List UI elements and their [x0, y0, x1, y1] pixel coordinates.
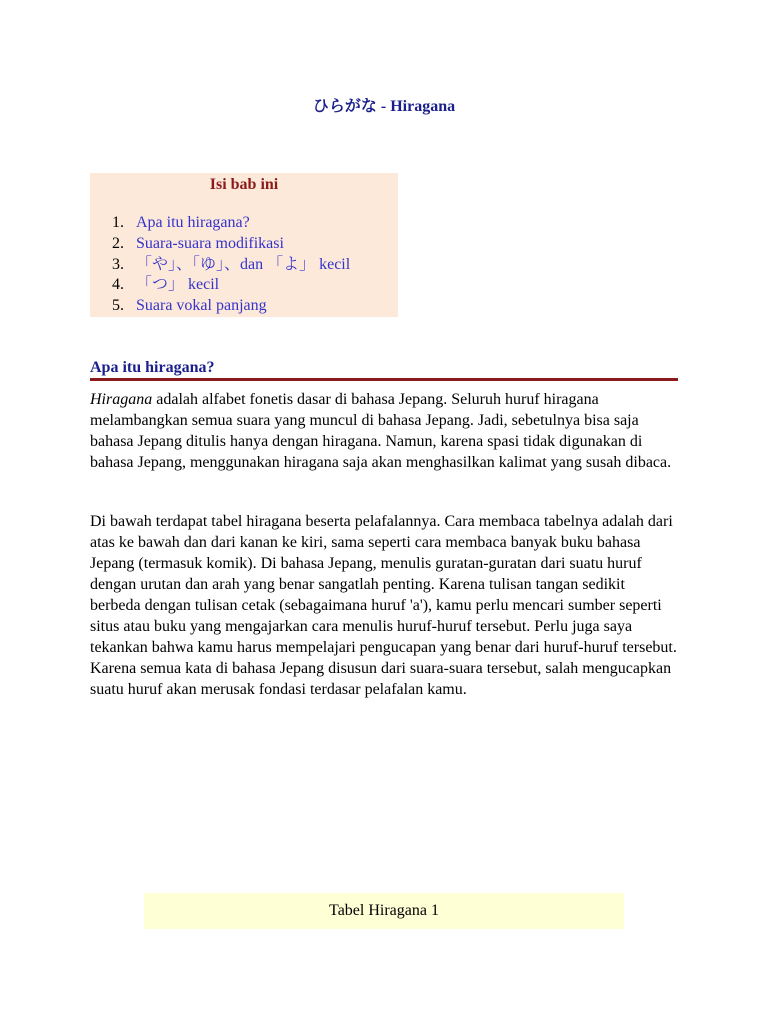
- intro-paragraph: [90, 389, 678, 473]
- hiragana-term: Hiragana: [90, 391, 153, 408]
- toc-link-suara-vokal-panjang[interactable]: Suara vokal panjang: [136, 297, 267, 315]
- toc-list: [90, 213, 350, 317]
- table-of-contents: [90, 173, 398, 317]
- toc-item: [90, 255, 350, 276]
- section-heading: Apa itu hiragana?: [90, 359, 678, 381]
- page-title-separator: -: [376, 98, 391, 115]
- toc-link-ya-yu-yo-kecil[interactable]: 「や」、「ゆ」、dan 「よ」 kecil: [136, 255, 351, 273]
- toc-item-number: 5.: [112, 297, 124, 315]
- toc-item: [90, 296, 350, 317]
- toc-item-number: 2.: [112, 234, 124, 252]
- toc-item-number: 4.: [112, 276, 124, 294]
- toc-link-apa-itu-hiragana[interactable]: Apa itu hiragana?: [136, 214, 250, 231]
- toc-link-tsu-kecil[interactable]: 「つ」 kecil: [136, 276, 220, 294]
- intro-paragraph-text: adalah alfabet fonetis dasar di bahasa Jepang. Seluruh huruf hiragana melambangkan semua suara yang muncul di bahasa Jepang. Jadi, sebetulnya bisa saja bahasa Jepang ditulis hanya dengan hiragana. Namun, karena spasi tidak digunakan di bahasa Jepang, menggunakan hiragana saja akan menghasilkan kalimat yang susah dibaca.: [90, 391, 672, 471]
- table-caption: Tabel Hiragana 1: [144, 893, 624, 929]
- toc-title: Isi bab ini: [209, 176, 279, 193]
- toc-item: [90, 275, 350, 296]
- table-explanation-paragraph: Di bawah terdapat tabel hiragana beserta pelafalannya. Cara membaca tabelnya adalah dari atas ke bawah dan dari kanan ke kiri, sama seperti cara membaca banyak buku bahasa Jepang (termasuk komik). Di bahasa Jepang, menulis guratan-guratan dari suatu huruf dengan urutan dan arah yang benar sangatlah penting. Karena tulisan tangan sedikit berbeda dengan tulisan cetak (sebagaimana huruf 'a'), kamu perlu mencari sumber seperti situs atau buku yang mengajarkan cara menulis huruf-huruf tersebut. Perlu juga saya tekankan bahwa kamu harus mempelajari pengucapan yang benar dari huruf-huruf tersebut. Karena semua kata di bahasa Jepang disusun dari suara-suara tersebut, salah mengucapkan suatu huruf akan merusak fondasi terdasar pelafalan kamu.: [90, 513, 677, 698]
- toc-item: [90, 234, 350, 255]
- toc-link-suara-modifikasi[interactable]: Suara-suara modifikasi: [136, 234, 284, 252]
- page-title-japanese: ひらがな: [312, 98, 377, 115]
- toc-item: [90, 213, 350, 234]
- page-title: [0, 93, 768, 116]
- toc-item-number: 1.: [112, 214, 124, 231]
- page-title-english: Hiragana: [390, 98, 456, 115]
- toc-item-number: 3.: [112, 255, 124, 273]
